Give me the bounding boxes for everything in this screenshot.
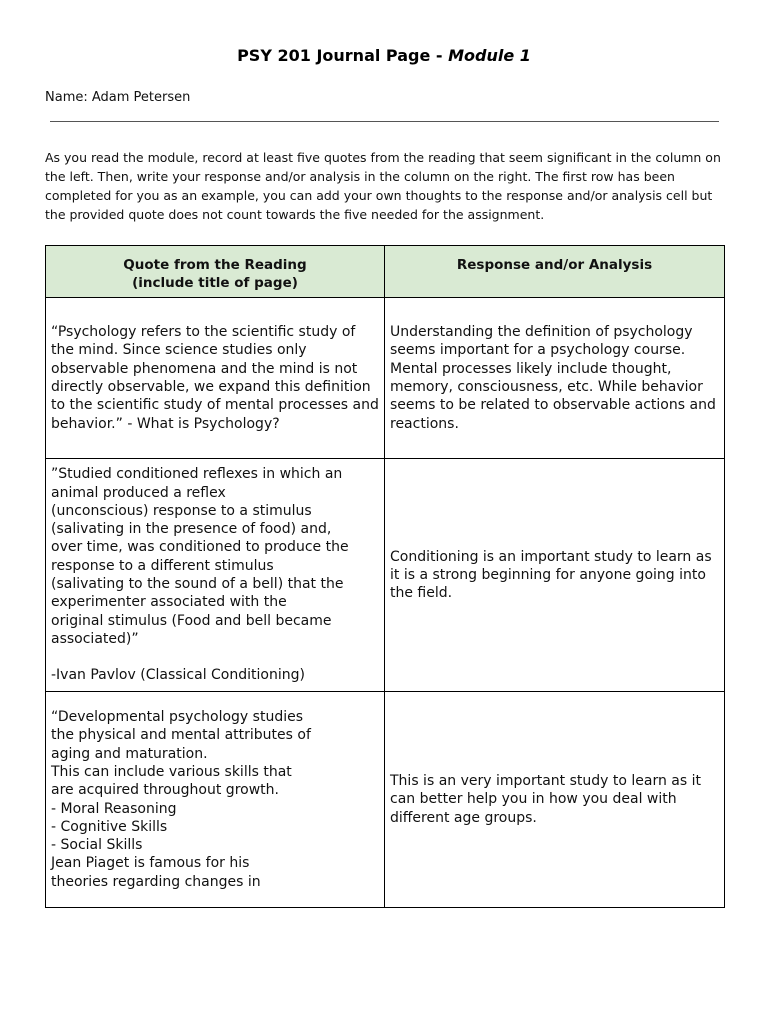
quote-cell: “Psychology refers to the scientific study of the mind. Since science studies only observable phenomena and the mind is not directly observable, we expand this definition to the scientific study of mental processes and behavior.” - What is Psychology? bbox=[46, 298, 385, 459]
table-header-row bbox=[46, 246, 725, 298]
table-row bbox=[46, 298, 725, 459]
quote-cell: ”Studied conditioned reflexes in which an animal produced a reflex (unconscious) response to a stimulus (salivating in the presence of food) and, over time, was conditioned to produce the response to a different stimulus (salivating to the sound of a bell) that the experimenter associated with the original stimulus (Food and bell became associated)” -Ivan Pavlov (Classical Conditioning) bbox=[46, 459, 385, 692]
page-title bbox=[0, 46, 768, 65]
instructions-paragraph: As you read the module, record at least five quotes from the reading that seem significant in the column on the left. Then, write your response and/or analysis in the column on the right. The first row has been completed for you as an example, you can add your own thoughts to the response and/or analysis cell but the provided quote does not count towards the five needed for the assignment. bbox=[45, 150, 721, 222]
response-cell: Conditioning is an important study to learn as it is a strong beginning for anyone going into the field. bbox=[385, 459, 725, 692]
header-quote: Quote from the Reading (include title of page) bbox=[46, 246, 385, 298]
quote-cell: “Developmental psychology studies the physical and mental attributes of aging and maturation. This can include various skills that are acquired throughout growth. - Moral Reasoning - Cognitive Skills - Social Skills Jean Piaget is famous for his theories regarding changes in bbox=[46, 692, 385, 908]
response-cell: This is an very important study to learn as it can better help you in how you deal with different age groups. bbox=[385, 692, 725, 908]
response-cell: Understanding the definition of psychology seems important for a psychology course. Mental processes likely include thought, memory, consciousness, etc. While behavior seems to be related to observable actions and reactions. bbox=[385, 298, 725, 459]
title-module: Module 1 bbox=[448, 46, 531, 65]
header-response: Response and/or Analysis bbox=[385, 246, 725, 298]
table-row bbox=[46, 692, 725, 908]
title-main: PSY 201 Journal Page - bbox=[237, 46, 449, 65]
student-name: Name: Adam Petersen bbox=[45, 90, 191, 105]
table-row bbox=[46, 459, 725, 692]
name-underline bbox=[50, 121, 719, 122]
journal-table bbox=[45, 245, 725, 908]
